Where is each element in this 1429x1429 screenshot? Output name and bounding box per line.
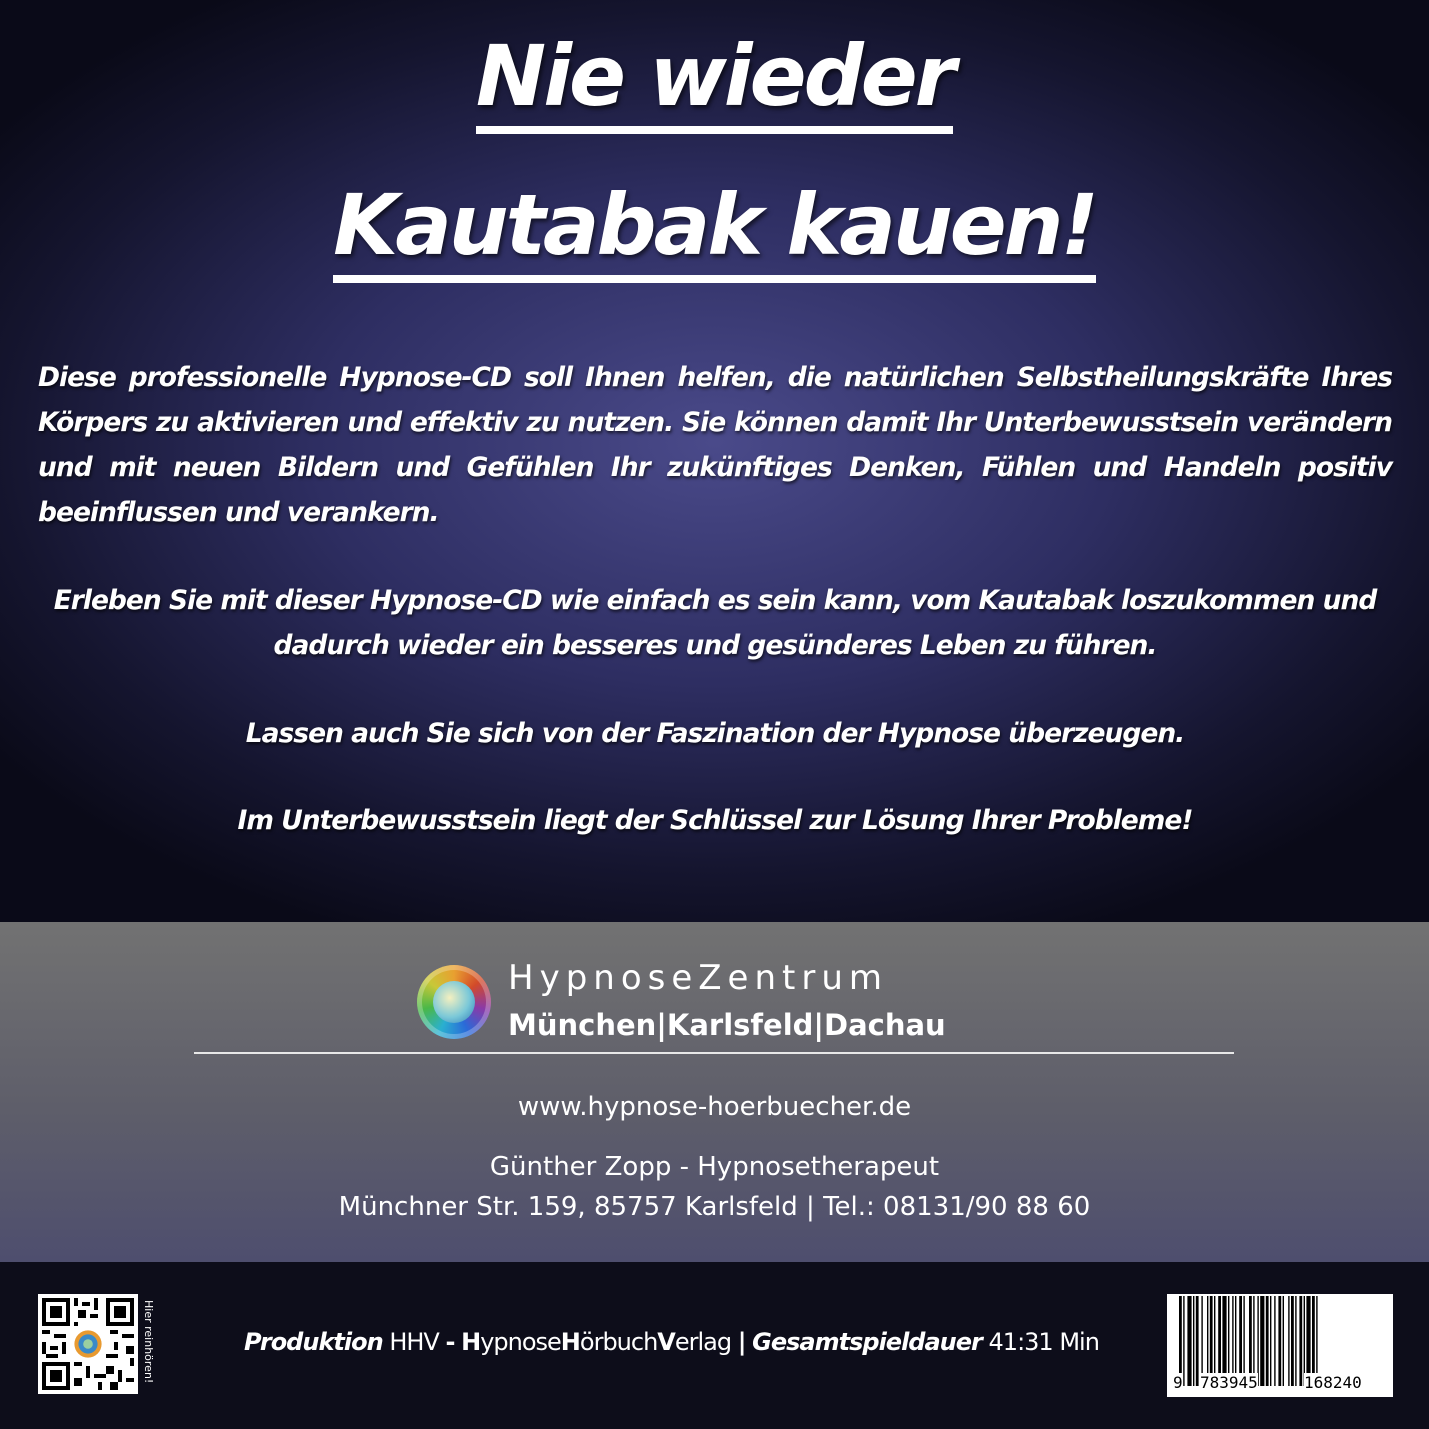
publisher-name: HypnoseHörbuchVerlag (461, 1328, 732, 1356)
website-link[interactable]: www.hypnose-hoerbuecher.de (517, 1092, 912, 1122)
production-value: HHV (389, 1328, 439, 1356)
barcode (1167, 1294, 1393, 1397)
barcode-digits-left: 783945 (1200, 1373, 1258, 1392)
brand-name: HypnoseZentrum (508, 958, 888, 998)
title-line-1: Nie wieder (0, 34, 1429, 134)
production-label: Produktion (244, 1328, 383, 1356)
spiral-logo-icon (417, 965, 491, 1039)
production-separator: | (737, 1328, 746, 1356)
duration-label: Gesamtspieldauer (752, 1328, 982, 1356)
qr-label: Hier reinhören! (142, 1300, 155, 1384)
divider (194, 1052, 1234, 1054)
description-paragraph: Diese professionelle Hypnose-CD soll Ihnen helfen, die natürlichen Selbstheilungskräfte Ihres Körpers zu aktivieren und effektiv zu nutzen. Sie können damit Ihr Unterbewusstsein verändern und mit neuen Bildern und Gefühlen Ihr zukünftiges Denken, Fühlen und Handeln positiv beeinflussen und verankern. (38, 362, 1392, 528)
title-line-2: Kautabak kauen! (0, 183, 1429, 283)
therapist-name: Günther Zopp - Hypnosetherapeut (489, 1152, 940, 1182)
duration-value: 41:31 Min (988, 1328, 1099, 1356)
brand-locations: München|Karlsfeld|Dachau (508, 1008, 946, 1042)
barcode-digit-first: 9 (1173, 1373, 1183, 1392)
slogan-paragraph: Im Unterbewusstsein liegt der Schlüssel zur Lösung Ihrer Probleme! (237, 805, 1193, 836)
benefit-paragraph: Erleben Sie mit dieser Hypnose-CD wie einfach es sein kann, vom Kautabak loszukommen und dadurch wieder ein besseres und gesünderes Leben zu führen. (53, 585, 1377, 661)
address-line: Münchner Str. 159, 85757 Karlsfeld | Tel.: 08131/90 88 60 (338, 1192, 1091, 1222)
production-dash: - (445, 1328, 455, 1356)
tagline-paragraph: Lassen auch Sie sich von der Faszination der Hypnose überzeugen. (245, 718, 1185, 749)
barcode-digits-right: 168240 (1304, 1373, 1362, 1392)
production-info (244, 1328, 1144, 1356)
qr-code-icon (38, 1294, 138, 1394)
qr-code[interactable] (38, 1294, 138, 1394)
